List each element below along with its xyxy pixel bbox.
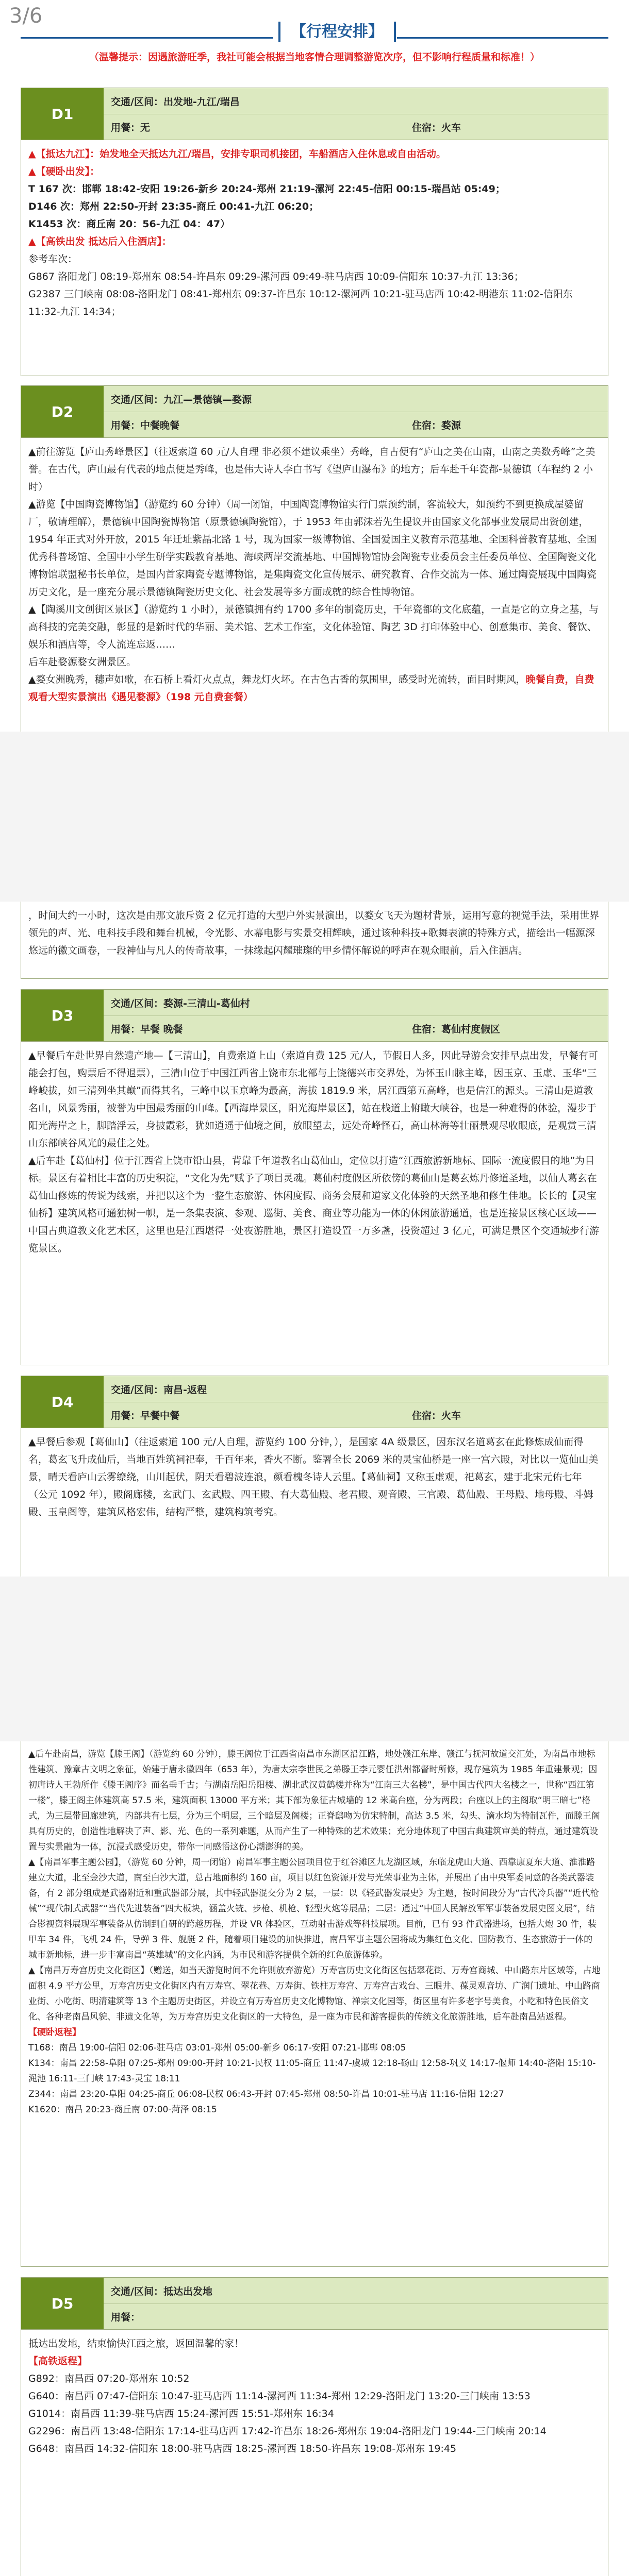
d5-line: 抵达出发地，结束愉快江西之旅，返回温馨的家！ xyxy=(28,2338,244,2349)
day-2-label: D2 xyxy=(21,386,104,437)
d4-line: ▲后车赴南昌，游览【滕王阁】（游览约 60 分钟），滕王阁位于江西省南昌市东湖区沿江路，地处赣江东岸、赣江与抚河故道交汇处，为南昌市地标性建筑、豫章古文明之象征，始建于唐永徽四年（653 年），为唐太宗李世民之弟滕王李元婴任洪州都督时所修，现存建筑为 1985 年重建景观；因初唐诗人王勃所作《滕王阁序》而名垂千古；与湖南岳阳岳阳楼、湖北武汉黄鹤楼并称为“江南三大名楼”，是中国古代四大名楼之一，世称“西江第一楼”，滕王阁主体建筑高 57.5 米，建筑面积 13000 平方米；其下部为象征古城墙的 12 米高台座，分为两段；台座以上的主阁取“明三暗七”格式，为三层带回廊建筑，内部共有七层，分为三个明层，三个暗层及阁楼；正脊鸱吻为仿宋特制，高达 3.5 米，勾头、滴水均为特制瓦件，而滕王阁具有历史的，创造性地解决了声、影、光、色的一系列难题，从而产生了一种特殊的艺术效果；充分地体现了中国古典建筑审美的特点，通过建筑设置与实景融为一体，沉浸式感受历史，带你一同感悟这份心潮澎湃的美。 xyxy=(28,1749,600,1852)
d4-return-line: Z344：南昌 23:20-阜阳 04:25-商丘 06:08-民权 06:43-开封 07:45-郑州 08:50-许昌 10:01-驻马店 11:16-信阳 12:27 xyxy=(28,2089,504,2099)
notice-text: （温馨提示：因遇旅游旺季，我社可能会根据当地客情合理调整游览次序，但不影响行程质量和标准！） xyxy=(89,52,540,63)
d2-line: ▲前往游览【庐山秀峰景区】（往返索道 60 元/人自理 非必须不建议乘坐）秀峰，自古便有“庐山之美在山南，山南之美数秀峰”之美誉。在古代，庐山最有代表的地点便是秀峰，也是伟大诗人李白书写《望庐山瀑布》的地方；后车赴千年瓷都-景德镇（车程约 2 小时） xyxy=(28,446,595,493)
d4-return-line: T168：南昌 19:00-信阳 02:06-驻马店 03:01-郑州 05:00-新乡 06:17-安阳 07:21-邯郸 08:05 xyxy=(28,2043,406,2053)
d1-line: ▲【高铁出发 抵达后入住酒店】： xyxy=(28,236,172,247)
day-4-header xyxy=(21,1376,608,1428)
day-3-header xyxy=(21,990,608,1042)
d1-line: T 167 次：邯郸 18:42-安阳 19:26-新乡 20:24-郑州 21:19-漯河 22:45-信阳 00:15-瑞昌站 05:49； xyxy=(28,183,505,195)
day-4-label: D4 xyxy=(21,1376,104,1428)
day-2-block xyxy=(21,385,608,732)
d1-line: ▲【抵达九江】：始发地全天抵达九江/瑞昌，安排专职司机接团，车船酒店入住休息或自由活动。 xyxy=(28,148,446,160)
day-5-body xyxy=(21,2330,608,2463)
day-5-route: 交通/区间：抵达出发地 xyxy=(104,2278,608,2304)
day-5-label: D5 xyxy=(21,2278,104,2329)
d4-return-line: K1620：南昌 20:23-商丘南 07:00-菏泽 08:15 xyxy=(28,2105,217,2115)
day-3-label: D3 xyxy=(21,990,104,1041)
header-line-right xyxy=(397,37,608,39)
d5-line: G2296：南昌西 13:48-信阳东 17:14-驻马店西 17:42-许昌东 18:26-郑州东 19:04-洛阳龙门 19:44-三门峡南 20:14 xyxy=(28,2426,547,2437)
d1-line: ▲【硬卧出发】： xyxy=(28,166,100,177)
header-line-left xyxy=(21,37,273,39)
page-gap-1 xyxy=(0,732,629,902)
d2-line: ▲【陶溪川文创街区景区】（游览约 1 小时），景德镇拥有约 1700 多年的制瓷历史，千年瓷都的文化底蕴，一直是它的立身之基，与高科技的完美交融，彰显的是新时代的华丽、美术馆、艺术工作室，文化体验馆、陶艺 3D 打印体验中心、创意集市、美食、餐饮、娱乐和酒店等，令人流连忘返…… xyxy=(28,604,599,650)
day-4-meal: 用餐：早餐中餐 xyxy=(111,1410,180,1421)
d5-line: G892：南昌西 07:20-郑州东 10:52 xyxy=(28,2373,190,2384)
d2-line: 后车赴婺源婺女洲景区。 xyxy=(28,656,137,668)
day-2-stay: 住宿：婺源 xyxy=(412,420,461,431)
d2-line xyxy=(28,671,601,706)
d2-highlight: 晚餐自费，自费观看大型实景演出《遇见婺源》（198 元自费套餐） xyxy=(28,674,594,703)
day-1-stay: 住宿：火车 xyxy=(412,122,461,133)
day-2-body-continued: ，时间大约一小时，这次是由那文旅斥资 2 亿元打造的大型户外实景演出，以婺女飞天为题材背景，运用写意的视觉手法，采用世界领先的声、光、电科技手段和舞台机械，令光影、水幕电影与实景交相辉映，通过该种科技+歌舞表演的特殊方式，描绘出一幅源深悠远的徽文画卷，一段神仙与凡人的传奇故事，一抹缘起闪耀璀璨的甲乡情怀解说的呼声在观众眼前，后入住酒店。 xyxy=(28,910,600,956)
day-5-header xyxy=(21,2278,608,2330)
day-2-route: 交通/区间：九江—景德镇—婺源 xyxy=(104,386,608,412)
d4-return-title: 【硬卧返程】 xyxy=(28,2027,81,2038)
d5-line: G648：南昌西 14:32-信阳东 18:00-驻马店西 18:25-漯河西 18:50-许昌东 19:08-郑州东 19:45 xyxy=(28,2443,457,2454)
d1-line: K1453 次：商丘南 20：56-九江 04：47） xyxy=(28,218,230,230)
d3-line: ▲早餐后车赴世界自然遗产地—【三清山】，自费索道上山（索道自费 125 元/人，节假日人多，因此导游会安排早点出发，早餐有可能会打包，购票后不得退票），三清山位于中国江西省上饶市东北部与上饶德兴市交界处，为怀玉山脉主峰，因玉京、玉虚、玉华“三峰峻拔，如三清列坐其巅”而得其名，三峰中以玉京峰为最高，海拔 1819.9 米，居江西第五高峰，也是信江的源头。三清山是道教名山，风景秀丽，被誉为中国最秀丽的山峰。【西海岸景区，阳光海岸景区】，站在栈道上俯瞰大峡谷，也是一种难得的体验，漫步于阳光海岸之上，脚踏浮云，身披霞彩，犹如逍遥于仙境之间，放眼望去，远处奇峰怪石，高山林海等壮丽景观尽收眼底，是观赏三清山东部峡谷风光的最佳之处。 xyxy=(28,1050,598,1149)
page-number: 3/6 xyxy=(9,4,43,28)
d1-line: G2387 三门峡南 08:08-洛阳龙门 08:41-郑州东 09:37-许昌东 10:12-漯河西 10:21-驻马店西 10:42-明港东 11:02-信阳东 11:32-九江 14:34； xyxy=(28,289,573,317)
day-1-block xyxy=(21,88,608,376)
day-4-body-continued xyxy=(21,1741,608,2123)
d4-line: ▲【南昌万寿宫历史文化街区】（赠送，如当天游览时间不允许则放弃游览）万寿宫历史文化街区包括翠花街、万寿宫商城、中山路东片区域等，占地面积 4.9 平方公里，万寿宫历史文化街区内有万寿宫、翠花巷、万寿街、铁柱万寿宫、万寿宫古戏台、三眼井、葆灵观音坊、广润门遗址、中山路商业街、小吃街、明清建筑等 13 个主题历史街区，并设立有万寿宫历史文化博物馆、禅宗文化园等，街区里有许多老字号美食，小吃和特色民俗文化、各种老南昌风貌、非遗文化等，为万寿宫历史文化街区的一大特色，是一座为市民和游客提供的传统文化旅游胜地，后车赴南昌站返程。 xyxy=(28,1965,601,2022)
header-title: 【行程安排】 xyxy=(278,22,396,42)
page-3 xyxy=(0,1741,629,2576)
d5-line: G1014：南昌西 11:39-驻马店西 15:24-漯河西 15:51-郑州东 16:34 xyxy=(28,2408,334,2419)
page-2 xyxy=(0,902,629,1577)
day-4-continued xyxy=(21,1741,608,2267)
day-3-meal: 用餐：早餐 晚餐 xyxy=(111,1024,183,1035)
d5-line: 【高铁返程】 xyxy=(28,2355,88,2367)
d5-line: G640：南昌西 07:47-信阳东 10:47-驻马店西 11:14-漯河西 11:34-郑州 12:29-洛阳龙门 13:20-三门峡南 13:53 xyxy=(28,2391,531,2402)
d1-line: D146 次：郑州 22:50-开封 23:35-商丘 00:41-九江 06:20； xyxy=(28,201,319,212)
day-3-route: 交通/区间：婺源-三清山-葛仙村 xyxy=(104,990,608,1016)
d4-line: ▲【南昌军事主题公园】，（游览 60 分钟，周一闭馆）南昌军事主题公园项目位于红谷滩区九龙湖区域，东临龙虎山大道、西靠康夏东大道、淮淮路建立大道，北至金沙大道，南至白沙大道，总占地面积约 160 亩，项目以红色资源开发与光荣事业为主体，并展出了由中央军委同意的各类武器装备，有 2 部分组成是武器附近和重武器部分展，其中轻武器混交分为 2 层，一层：以《轻武器发展史》为主题，按时间段分为“古代冷兵器”“近代枪械”“现代制式武器”“当代先进装备”四大板块，涵盖火铳、步枪、机枪、轻型火炮等展品；二层：通过“中国人民解放军军事装备发展史图文展”，结合影视资料展现军事装备从仿制到自研的跨越历程，并设 VR 体验区，互动射击游戏等科技展项。目前，已有 93 件武器进场，包括大炮 30 件，装甲车 34 件，飞机 24 件，导弹 3 件、舰艇 2 件，随着项目建设的加快推进，南昌军事主题公园将成为集红色文化、国防教育、生态旅游于一体的城市新地标，进一步丰富南昌“英雄城”的文化内涵，为市民和游客提供全新的红色旅游体验。 xyxy=(28,1857,599,1960)
d3-line: ▲后车赴【葛仙村】位于江西省上饶市铅山县，背靠千年道教名山葛仙山，定位以打造“江西旅游新地标、国际一流度假目的地”为目标。景区有着相比丰富的历史积淀，“文化为先”赋予了项目灵魂。葛仙村度假区所依傍的葛仙山是葛玄炼丹修道圣地，以仙人葛玄在葛仙山修炼的传说为线索，并把以这个为一整生态旅游、休闲度假、商务会展和道家文化体验的天然圣地和修生佳地。长长的【灵宝仙桥】建筑风格可通独树一帜，是一条集表演、参观、巡街、美食、商业等功能为一体的休闲旅游通道，也是连接景区核心区域——中国古典道教文化艺术区，这里也是江西堪得一处夜游胜地，景区打造设置一万多盏，投资超过 3 亿元，可满足景区个交通城步行游览景区。 xyxy=(28,1155,600,1254)
day-4-stay: 住宿：火车 xyxy=(412,1410,461,1421)
day-1-body xyxy=(21,140,608,326)
page-gap-2 xyxy=(0,1577,629,1741)
d1-line: G867 洛阳龙门 08:19-郑州东 08:54-许昌东 09:29-漯河西 09:49-驻马店西 10:09-信阳东 10:37-九江 13:36； xyxy=(28,271,524,282)
day-4-route: 交通/区间：南昌-返程 xyxy=(104,1376,608,1402)
day-3-body xyxy=(21,1042,608,1262)
day-1-route: 交通/区间：出发地-九江/瑞昌 xyxy=(104,88,608,114)
day-5-block xyxy=(21,2277,608,2576)
d2-evening: ▲婺女洲晚秀，穗声如歌，在石桥上看灯火点点，舞龙灯火坏。在古色古香的氛围里，感受时光流转，面目时期风， xyxy=(28,674,526,685)
day-2-body xyxy=(21,438,608,726)
day-4-block xyxy=(21,1376,608,1577)
d4-line: ▲早餐后参观【葛仙山】（往返索道 100 元/人自理，游览约 100 分钟，），是国家 4A 级景区，因东汉名道葛玄在此修炼成仙而得名，葛玄飞升成仙后，当地百姓筑祠祀奉，千百年来，香火不断。鉴署全长 2069 米的灵宝仙桥是一座一宫六殿，对比以一览仙山美景，晴天看庐山云雾缭绕，山川起伏，阴天看碧波连浪，颜看槐冬诗人云里。【葛仙祠】又称玉虚观，祀葛玄，建于北宋元佑七年（公元 1092 年），殿阁廊楼，玄武门、玄武殿、四王殿、有大葛仙殿、老君殿、观音殿、三官殿、葛仙殿、王母殿、地母殿、斗姆殿、玉皇阁等，建筑风格宏伟，结构严整，建筑构筑考究。 xyxy=(28,1436,599,1518)
d2-line: ▲游览【中国陶瓷博物馆】（游览约 60 分钟）（周一闭馆，中国陶瓷博物馆实行门票预约制，客流较大，如预约不到更换成屋婆留厂，敬请理解），景德镇中国陶瓷博物馆（原景德镇陶瓷馆），于 1953 年由郭沫若先生提议并由国家文化部事业发展局出资创建，1954 年正式对外开放，2015 年迁址紫晶北路 1 号，现为国家一级博物馆、全国爱国主义教育示范基地、全国科普教育基地、全国优秀科普场馆、全国中小学生研学实践教育基地、海峡两岸交流基地、中国博物馆协会陶瓷专业委员会主任委员单位、全国陶瓷文化博物馆联盟秘书长单位，是国内首家陶瓷专题博物馆，是集陶瓷文化宣传展示、研究教育、合作交流为一体、通过陶瓷展现中国陶瓷历史文化，是一座充分展示景德镇陶瓷历史文化、社会发展等多方面成就的综合性博物馆。 xyxy=(28,499,597,598)
d4-return-line: K134：南昌 22:58-阜阳 07:25-郑州 09:00-开封 10:21-民权 11:05-商丘 11:47-虞城 12:18-砀山 12:58-巩义 14:17-偃师 14:40-洛阳 15:10-渑池 16:11-三门峡 17:43-灵宝 18:11 xyxy=(28,2058,596,2084)
day-2-header xyxy=(21,386,608,438)
day-3-stay: 住宿：葛仙村度假区 xyxy=(412,1024,501,1035)
day-3-block xyxy=(21,989,608,1365)
day-1-meal: 用餐：无 xyxy=(111,122,151,133)
day-1-label: D1 xyxy=(21,88,104,140)
day-2-continued xyxy=(21,902,608,979)
day-2-meal: 用餐：中餐晚餐 xyxy=(111,420,180,431)
day-1-header xyxy=(21,88,608,140)
day-5-meal: 用餐： xyxy=(111,2312,141,2323)
d1-line: 参考车次： xyxy=(28,253,78,265)
page-1 xyxy=(0,0,629,732)
day-4-body xyxy=(21,1428,608,1572)
itinerary-header xyxy=(21,22,608,42)
